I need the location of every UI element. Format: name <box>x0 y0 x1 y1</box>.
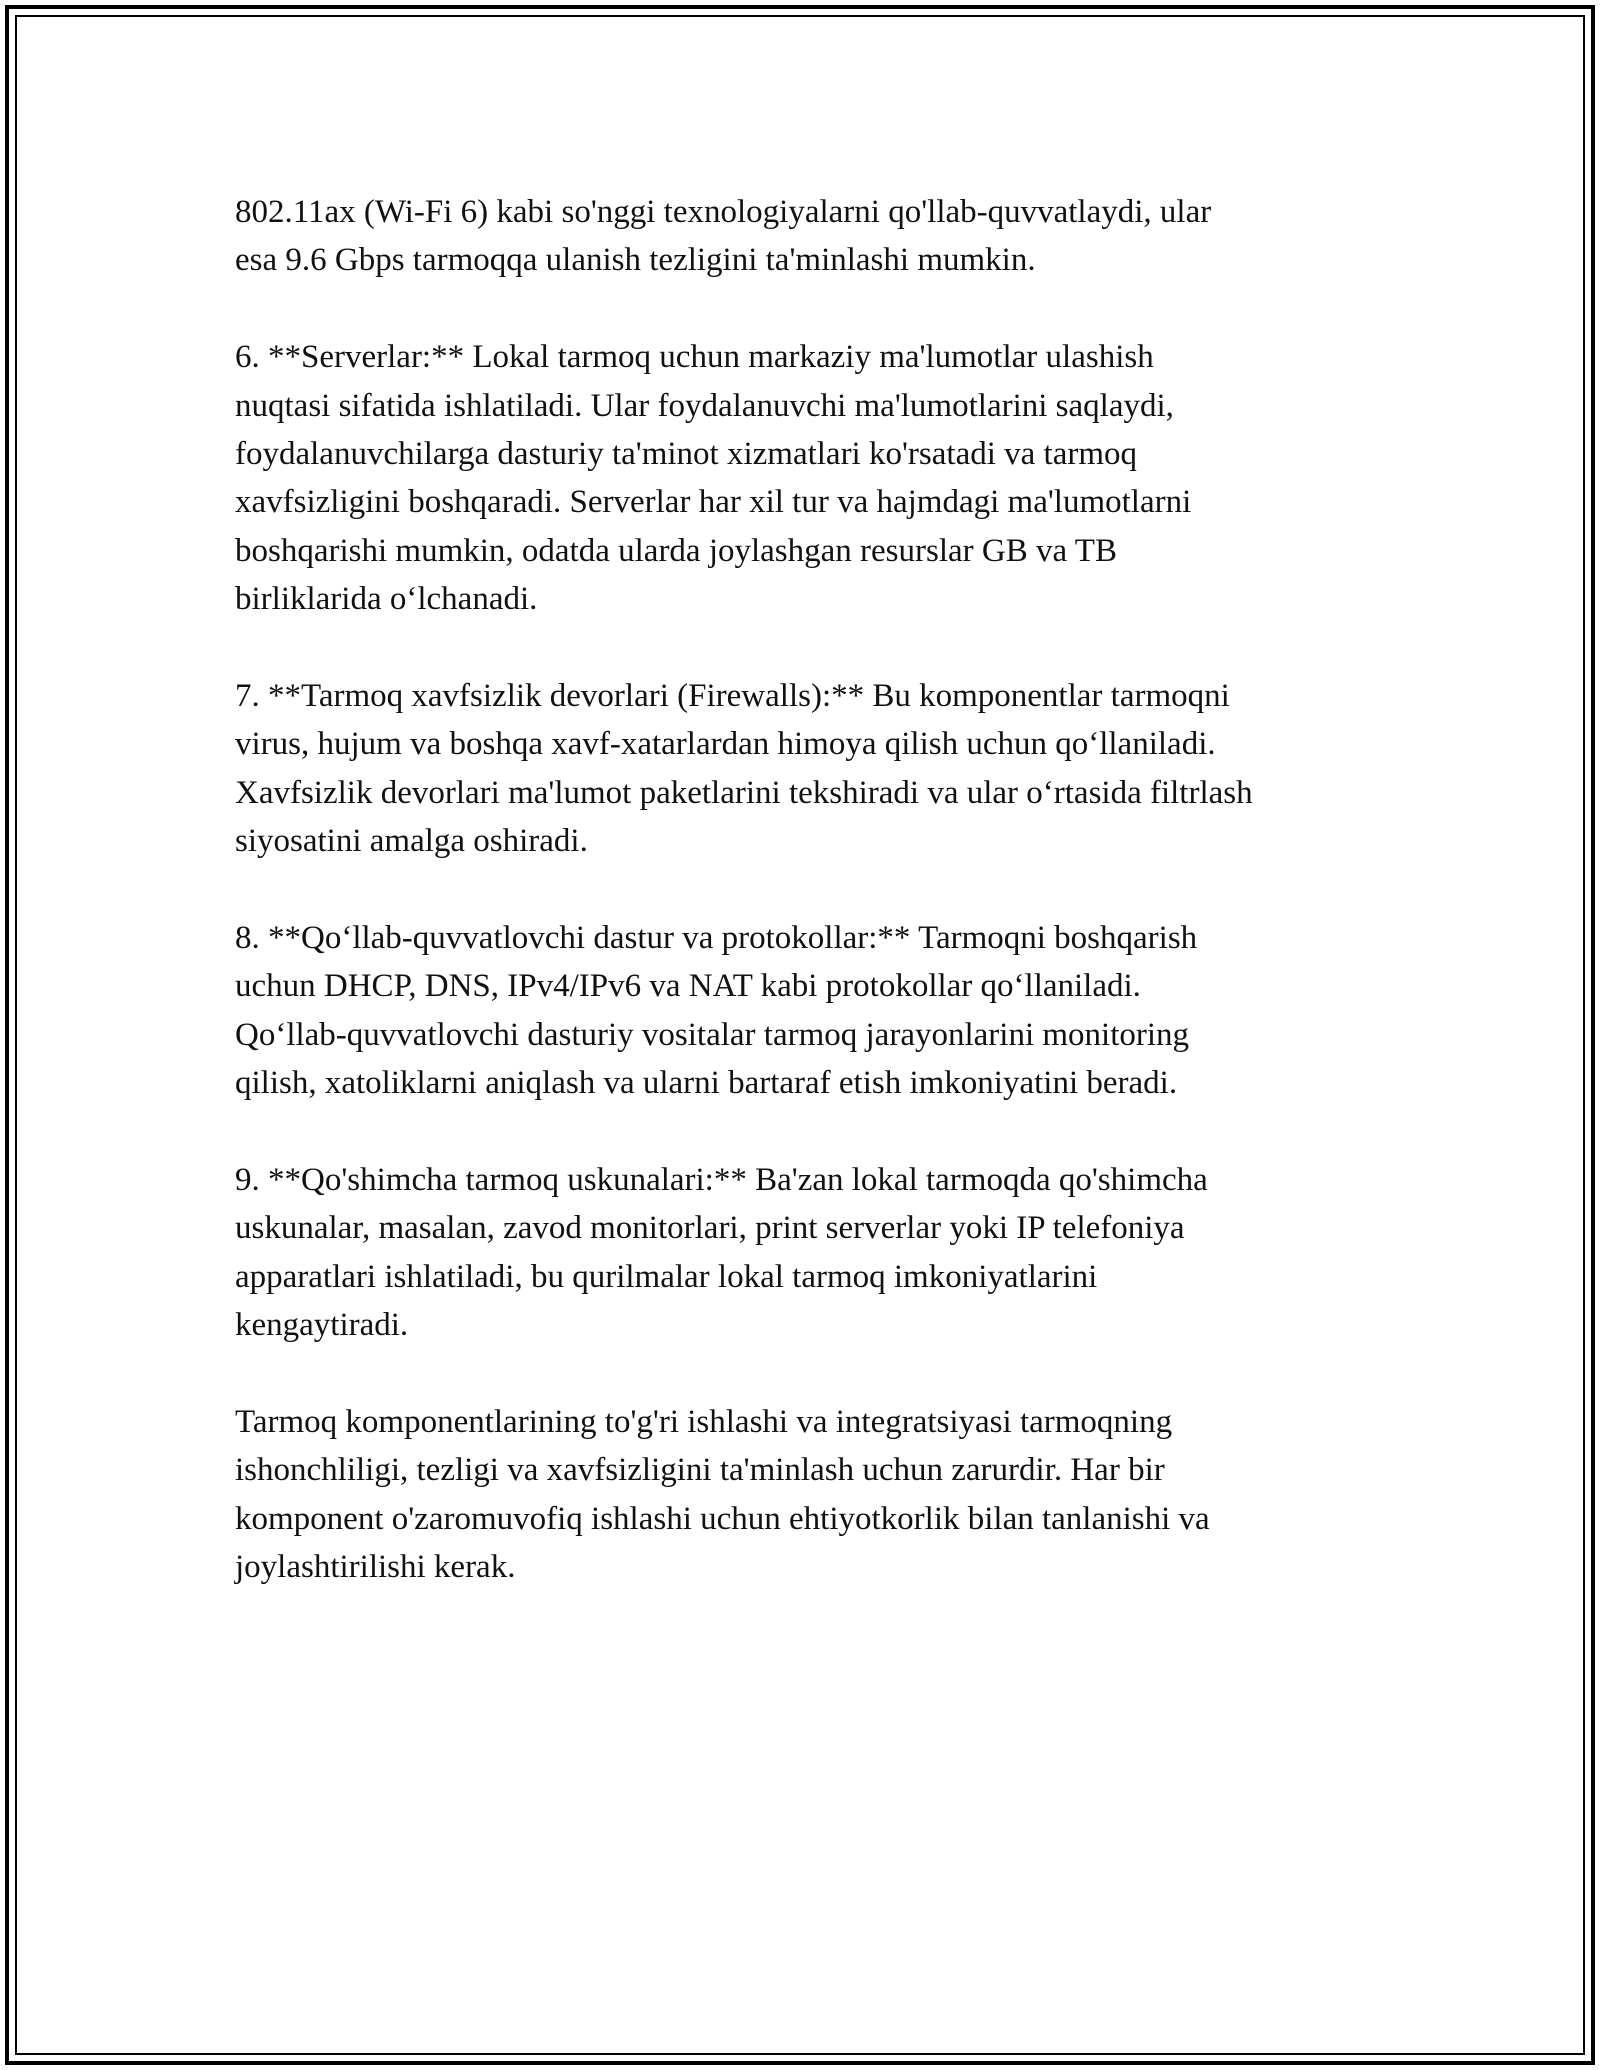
text-line: 802.11ax (Wi-Fi 6) kabi so'nggi texnologiyalarni qo'llab-quvvatlaydi, ular <box>235 194 1212 230</box>
text-line: esa 9.6 Gbps tarmoqqa ulanish tezligini ta'minlashi mumkin. <box>235 242 1036 279</box>
paragraph-protocols <box>235 914 1385 1108</box>
text-line: ishonchliligi, tezligi va xavfsizligini ta'minlash uchun zarurdir. Har bir <box>235 1452 1165 1489</box>
text-line: apparatlari ishlatiladi, bu qurilmalar lokal tarmoq imkoniyatlarini <box>235 1258 1098 1295</box>
document-body <box>235 188 1385 1592</box>
text-line: qilish, xatoliklarni aniqlash va ularni bartaraf etish imkoniyatini beradi. <box>235 1065 1178 1102</box>
paragraph-additional-equipment <box>235 1156 1385 1350</box>
text-line: 9. **Qo'shimcha tarmoq uskunalari:** Ba'zan lokal tarmoqda qo'shimcha <box>235 1162 1208 1199</box>
text-line: uskunalar, masalan, zavod monitorlari, print serverlar yoki IP telefoniya <box>235 1210 1185 1247</box>
text-line: joylashtirilishi kerak. <box>235 1549 516 1586</box>
text-line: 7. **Tarmoq xavfsizlik devorlari (Firewalls):** Bu komponentlar tarmoqni <box>235 678 1230 715</box>
paragraph-servers <box>235 333 1385 623</box>
text-line: siyosatini amalga oshiradi. <box>235 823 588 860</box>
text-line: xavfsizligini boshqaradi. Serverlar har xil tur va hajmdagi ma'lumotlarni <box>235 484 1192 521</box>
text-line: virus, hujum va boshqa xavf-xatarlardan himoya qilish uchun qo‘llaniladi. <box>235 726 1216 763</box>
paragraph-wifi-continuation <box>235 188 1385 285</box>
text-line: boshqarishi mumkin, odatda ularda joylashgan resurslar GB va TB <box>235 532 1117 569</box>
text-line: kengaytiradi. <box>235 1307 409 1344</box>
text-line: Tarmoq komponentlarining to'g'ri ishlashi va integratsiyasi tarmoqning <box>235 1404 1173 1441</box>
text-line: foydalanuvchilarga dasturiy ta'minot xizmatlari ko'rsatadi va tarmoq <box>235 436 1138 473</box>
paragraph-firewalls <box>235 672 1385 866</box>
text-line: nuqtasi sifatida ishlatiladi. Ular foydalanuvchi ma'lumotlarini saqlaydi, <box>235 387 1174 424</box>
text-line: Qo‘llab-quvvatlovchi dasturiy vositalar tarmoq jarayonlarini monitoring <box>235 1016 1190 1053</box>
text-line: komponent o'zaromuvofiq ishlashi uchun ehtiyotkorlik bilan tanlanishi va <box>235 1500 1210 1537</box>
paragraph-conclusion <box>235 1398 1385 1592</box>
text-line: 8. **Qo‘llab-quvvatlovchi dastur va protokollar:** Tarmoqni boshqarish <box>235 920 1198 957</box>
text-line: 6. **Serverlar:** Lokal tarmoq uchun markaziy ma'lumotlar ulashish <box>235 339 1154 376</box>
text-line: uchun DHCP, DNS, IPv4/IPv6 va NAT kabi protokollar qo‘llaniladi. <box>235 968 1141 1005</box>
text-line: Xavfsizlik devorlari ma'lumot paketlarini tekshiradi va ular o‘rtasida filtrlash <box>235 774 1253 811</box>
text-line: birliklarida o‘lchanadi. <box>235 581 538 618</box>
